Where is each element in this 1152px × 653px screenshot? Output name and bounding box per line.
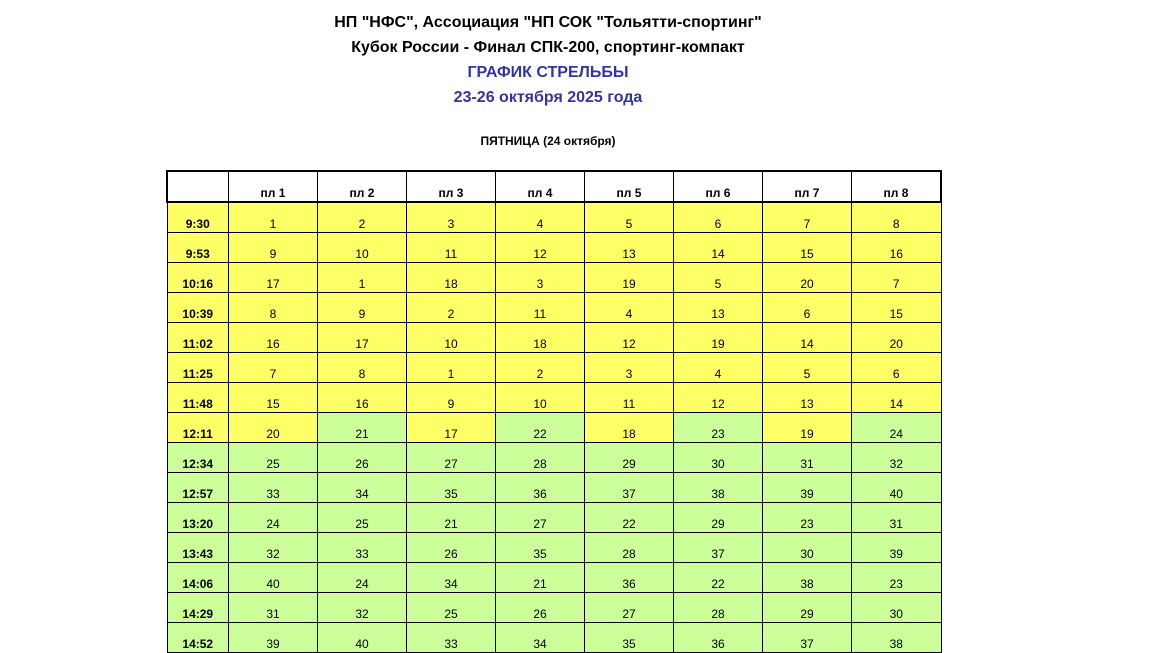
- squad-cell: 24: [318, 563, 407, 593]
- time-column-header: [167, 171, 229, 202]
- table-row: [167, 473, 941, 503]
- time-cell: 9:53: [167, 233, 229, 263]
- squad-cell: 15: [229, 383, 318, 413]
- squad-cell: 31: [763, 443, 852, 473]
- squad-cell: 32: [852, 443, 942, 473]
- table-row: [167, 533, 941, 563]
- table-row: [167, 233, 941, 263]
- squad-cell: 28: [674, 593, 763, 623]
- time-cell: 14:06: [167, 563, 229, 593]
- squad-cell: 17: [407, 413, 496, 443]
- table-row: [167, 593, 941, 623]
- squad-cell: 7: [763, 202, 852, 233]
- squad-cell: 17: [229, 263, 318, 293]
- squad-cell: 5: [674, 263, 763, 293]
- column-header-pl-2: пл 2: [318, 171, 407, 202]
- time-cell: 12:57: [167, 473, 229, 503]
- time-cell: 11:02: [167, 323, 229, 353]
- squad-cell: 13: [585, 233, 674, 263]
- squad-cell: 14: [852, 383, 942, 413]
- column-header-pl-7: пл 7: [763, 171, 852, 202]
- squad-cell: 27: [496, 503, 585, 533]
- squad-cell: 37: [674, 533, 763, 563]
- squad-cell: 10: [496, 383, 585, 413]
- shooting-schedule-table: [166, 170, 942, 653]
- squad-cell: 40: [852, 473, 942, 503]
- day-label: ПЯТНИЦА (24 октября): [480, 134, 616, 148]
- squad-cell: 25: [407, 593, 496, 623]
- time-cell: 10:16: [167, 263, 229, 293]
- column-header-pl-4: пл 4: [496, 171, 585, 202]
- squad-cell: 8: [229, 293, 318, 323]
- table-row: [167, 353, 941, 383]
- squad-cell: 21: [318, 413, 407, 443]
- squad-cell: 33: [229, 473, 318, 503]
- squad-cell: 6: [852, 353, 942, 383]
- squad-cell: 2: [496, 353, 585, 383]
- squad-cell: 3: [407, 202, 496, 233]
- squad-cell: 10: [407, 323, 496, 353]
- squad-cell: 19: [763, 413, 852, 443]
- squad-cell: 36: [674, 623, 763, 653]
- squad-cell: 31: [852, 503, 942, 533]
- squad-cell: 7: [852, 263, 942, 293]
- squad-cell: 35: [585, 623, 674, 653]
- squad-cell: 14: [763, 323, 852, 353]
- column-header-pl-5: пл 5: [585, 171, 674, 202]
- squad-cell: 39: [852, 533, 942, 563]
- squad-cell: 11: [496, 293, 585, 323]
- table-row: [167, 443, 941, 473]
- squad-cell: 9: [318, 293, 407, 323]
- squad-cell: 18: [585, 413, 674, 443]
- squad-cell: 27: [407, 443, 496, 473]
- squad-cell: 11: [407, 233, 496, 263]
- table-row: [167, 263, 941, 293]
- squad-cell: 29: [763, 593, 852, 623]
- time-cell: 12:11: [167, 413, 229, 443]
- squad-cell: 1: [407, 353, 496, 383]
- squad-cell: 33: [407, 623, 496, 653]
- squad-cell: 35: [407, 473, 496, 503]
- squad-cell: 2: [318, 202, 407, 233]
- squad-cell: 30: [852, 593, 942, 623]
- squad-cell: 36: [496, 473, 585, 503]
- squad-cell: 34: [318, 473, 407, 503]
- schedule-title: ГРАФИК СТРЕЛЬБЫ: [467, 64, 629, 81]
- squad-cell: 14: [674, 233, 763, 263]
- squad-cell: 11: [585, 383, 674, 413]
- squad-cell: 16: [229, 323, 318, 353]
- table-header-row: [167, 171, 941, 202]
- squad-cell: 31: [229, 593, 318, 623]
- squad-cell: 20: [763, 263, 852, 293]
- squad-cell: 5: [763, 353, 852, 383]
- squad-cell: 8: [852, 202, 942, 233]
- squad-cell: 22: [585, 503, 674, 533]
- squad-cell: 39: [763, 473, 852, 503]
- table-row: [167, 563, 941, 593]
- squad-cell: 5: [585, 202, 674, 233]
- squad-cell: 6: [674, 202, 763, 233]
- squad-cell: 18: [407, 263, 496, 293]
- squad-cell: 40: [318, 623, 407, 653]
- time-cell: 14:29: [167, 593, 229, 623]
- column-header-pl-8: пл 8: [852, 171, 942, 202]
- squad-cell: 6: [763, 293, 852, 323]
- squad-cell: 8: [318, 353, 407, 383]
- squad-cell: 30: [674, 443, 763, 473]
- squad-cell: 21: [407, 503, 496, 533]
- squad-cell: 33: [318, 533, 407, 563]
- squad-cell: 7: [229, 353, 318, 383]
- squad-cell: 4: [496, 202, 585, 233]
- squad-cell: 32: [318, 593, 407, 623]
- time-cell: 12:34: [167, 443, 229, 473]
- table-row: [167, 323, 941, 353]
- time-cell: 9:30: [167, 202, 229, 233]
- table-row: [167, 202, 941, 233]
- squad-cell: 12: [496, 233, 585, 263]
- squad-cell: 15: [763, 233, 852, 263]
- squad-cell: 29: [674, 503, 763, 533]
- squad-cell: 26: [496, 593, 585, 623]
- squad-cell: 10: [318, 233, 407, 263]
- squad-cell: 20: [229, 413, 318, 443]
- squad-cell: 19: [674, 323, 763, 353]
- column-header-pl-1: пл 1: [229, 171, 318, 202]
- table-row: [167, 623, 941, 653]
- squad-cell: 16: [852, 233, 942, 263]
- squad-cell: 28: [585, 533, 674, 563]
- time-cell: 14:52: [167, 623, 229, 653]
- time-cell: 10:39: [167, 293, 229, 323]
- table-row: [167, 383, 941, 413]
- squad-cell: 1: [229, 202, 318, 233]
- squad-cell: 20: [852, 323, 942, 353]
- squad-cell: 2: [407, 293, 496, 323]
- squad-cell: 3: [496, 263, 585, 293]
- squad-cell: 24: [852, 413, 942, 443]
- squad-cell: 35: [496, 533, 585, 563]
- squad-cell: 37: [763, 623, 852, 653]
- squad-cell: 19: [585, 263, 674, 293]
- time-cell: 11:25: [167, 353, 229, 383]
- squad-cell: 13: [674, 293, 763, 323]
- squad-cell: 13: [763, 383, 852, 413]
- time-cell: 13:20: [167, 503, 229, 533]
- squad-cell: 22: [496, 413, 585, 443]
- organizer-title: НП "НФС", Ассоциация "НП СОК "Тольятти-спортинг": [334, 14, 762, 31]
- squad-cell: 23: [852, 563, 942, 593]
- squad-cell: 39: [229, 623, 318, 653]
- squad-cell: 34: [407, 563, 496, 593]
- squad-cell: 26: [318, 443, 407, 473]
- squad-cell: 32: [229, 533, 318, 563]
- squad-cell: 4: [674, 353, 763, 383]
- squad-cell: 22: [674, 563, 763, 593]
- squad-cell: 21: [496, 563, 585, 593]
- squad-cell: 28: [496, 443, 585, 473]
- squad-cell: 26: [407, 533, 496, 563]
- time-cell: 11:48: [167, 383, 229, 413]
- squad-cell: 18: [496, 323, 585, 353]
- squad-cell: 38: [674, 473, 763, 503]
- time-cell: 13:43: [167, 533, 229, 563]
- squad-cell: 38: [852, 623, 942, 653]
- squad-cell: 12: [674, 383, 763, 413]
- squad-cell: 27: [585, 593, 674, 623]
- table-row: [167, 503, 941, 533]
- squad-cell: 29: [585, 443, 674, 473]
- document-header: [166, 10, 930, 110]
- squad-cell: 9: [229, 233, 318, 263]
- squad-cell: 12: [585, 323, 674, 353]
- competition-title: Кубок России - Финал СПК-200, спортинг-компакт: [351, 39, 745, 56]
- squad-cell: 25: [229, 443, 318, 473]
- squad-cell: 3: [585, 353, 674, 383]
- squad-cell: 38: [763, 563, 852, 593]
- squad-cell: 4: [585, 293, 674, 323]
- squad-cell: 24: [229, 503, 318, 533]
- squad-cell: 9: [407, 383, 496, 413]
- column-header-pl-3: пл 3: [407, 171, 496, 202]
- squad-cell: 15: [852, 293, 942, 323]
- table-row: [167, 413, 941, 443]
- squad-cell: 40: [229, 563, 318, 593]
- squad-cell: 37: [585, 473, 674, 503]
- event-dates: 23-26 октября 2025 года: [453, 89, 643, 106]
- squad-cell: 34: [496, 623, 585, 653]
- squad-cell: 1: [318, 263, 407, 293]
- squad-cell: 16: [318, 383, 407, 413]
- squad-cell: 23: [763, 503, 852, 533]
- squad-cell: 30: [763, 533, 852, 563]
- table-row: [167, 293, 941, 323]
- column-header-pl-6: пл 6: [674, 171, 763, 202]
- squad-cell: 23: [674, 413, 763, 443]
- squad-cell: 36: [585, 563, 674, 593]
- squad-cell: 17: [318, 323, 407, 353]
- squad-cell: 25: [318, 503, 407, 533]
